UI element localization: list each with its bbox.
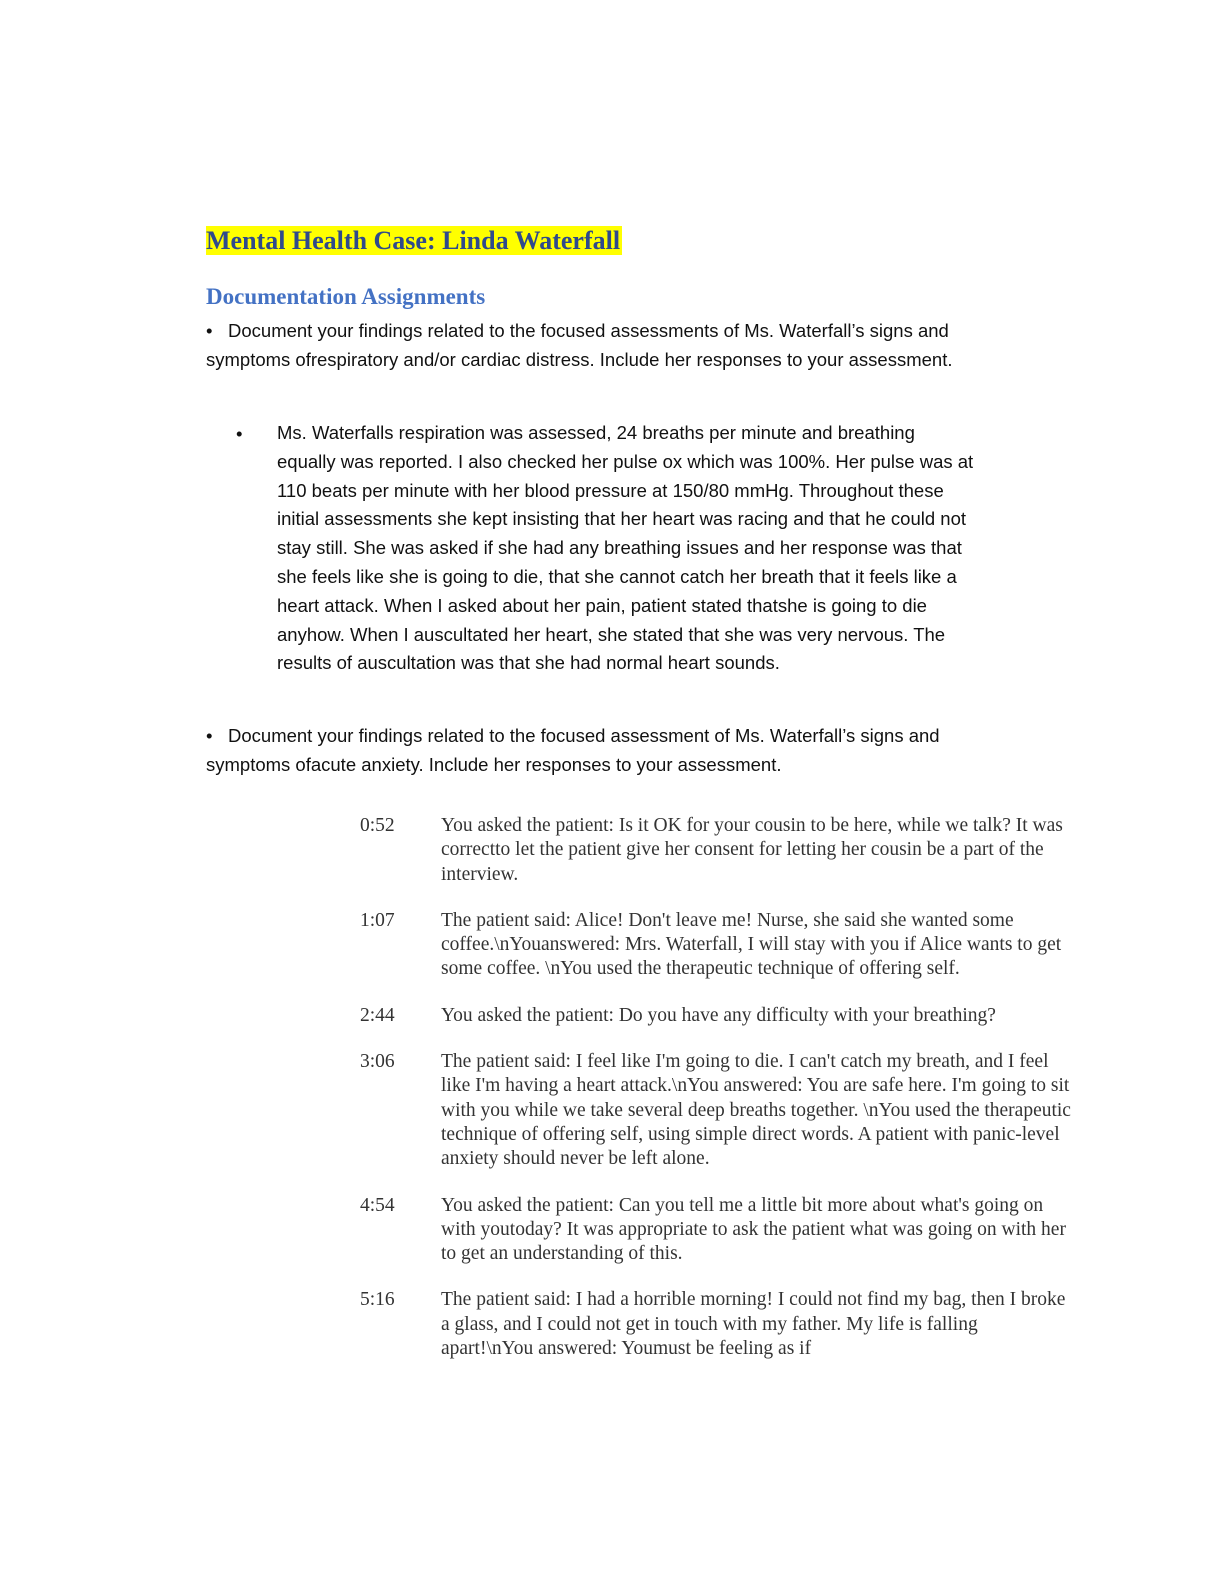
- entry-text: The patient said: I had a horrible morning! I could not find my bag, then I broke a glass, and I could not get in touch with my father. My life is falling apart!\nYou answered: Youmust be feeling as if: [441, 1289, 1066, 1360]
- entry-timestamp: 5:16: [360, 1289, 395, 1311]
- entry-text: You asked the patient: Can you tell me a little bit more about what's going on with youtoday? It was appropriate to ask the patient what was going on with her to get an understanding of this.: [441, 1194, 1066, 1265]
- entry-timestamp: 3:06: [360, 1051, 395, 1073]
- transcript-entry: [360, 814, 1080, 887]
- transcript-entry: [360, 1288, 1080, 1361]
- entry-text: The patient said: Alice! Don't leave me! Nurse, she said she wanted some coffee.\nYouanswered: Mrs. Waterfall, I will stay with you if Alice wants to get some coffee. \nYou used the therapeutic technique of offering self.: [441, 909, 1062, 980]
- entry-timestamp: 2:44: [360, 1004, 395, 1026]
- prompt-1-text: Document your findings related to the focused assessments of Ms. Waterfall’s signs and symptoms ofrespiratory and/or cardiac distress. Include her responses to your assessment.: [206, 320, 953, 370]
- transcript-log: [360, 814, 1080, 1383]
- answer-1-text: Ms. Waterfalls respiration was assessed, 24 breaths per minute and breathing equally was reported. I also checked her pulse ox which was 100%. Her pulse was at 110 beats per minute with her blood pressure at 150/80 mmHg. Throughout these initial assessments she kept insisting that her heart was racing and that he could not stay still. She was asked if she had any breathing issues and her response was that she feels like she is going to die, that she cannot catch her breath that it feels like a heart attack. When I asked about her pain, patient stated thatshe is going to die anyhow. When I auscultated her heart, she stated that she was very nervous. The results of auscultation was that she had normal heart sounds.: [277, 422, 974, 674]
- bullet-icon: •: [236, 423, 243, 444]
- document-title: [206, 224, 622, 258]
- transcript-entry: [360, 1194, 1080, 1267]
- entry-text: You asked the patient: Is it OK for your cousin to be here, while we talk? It was correctto let the patient give her consent for letting her cousin be a part of the interview.: [441, 815, 1063, 885]
- prompt-2-text: Document your findings related to the focused assessment of Ms. Waterfall’s signs and symptoms ofacute anxiety. Include her responses to your assessment.: [206, 725, 940, 775]
- bullet-icon: •: [206, 320, 213, 341]
- entry-text: The patient said: I feel like I'm going to die. I can't catch my breath, and I feel like I'm having a heart attack.\nYou answered: You are safe here. I'm going to sit with you while we take several deep breaths together. \nYou used the therapeutic technique of offering self, using simple direct words. A patient with panic-level anxiety should never be left alone.: [441, 1051, 1071, 1170]
- transcript-entry: [360, 1004, 1080, 1028]
- highlighted-title-text: Mental Health Case: Linda Waterfall: [206, 226, 621, 255]
- entry-timestamp: 0:52: [360, 815, 395, 836]
- entry-timestamp: 1:07: [360, 909, 395, 931]
- assignment-prompt-2: [206, 721, 976, 779]
- transcript-entry: [360, 909, 1080, 982]
- assignment-prompt-1: [206, 316, 976, 374]
- bullet-icon: •: [206, 725, 213, 746]
- section-heading: Documentation Assignments: [206, 284, 486, 309]
- entry-text: You asked the patient: Do you have any difficulty with your breathing?: [441, 1004, 996, 1026]
- transcript-entry: [360, 1050, 1080, 1171]
- entry-timestamp: 4:54: [360, 1194, 395, 1216]
